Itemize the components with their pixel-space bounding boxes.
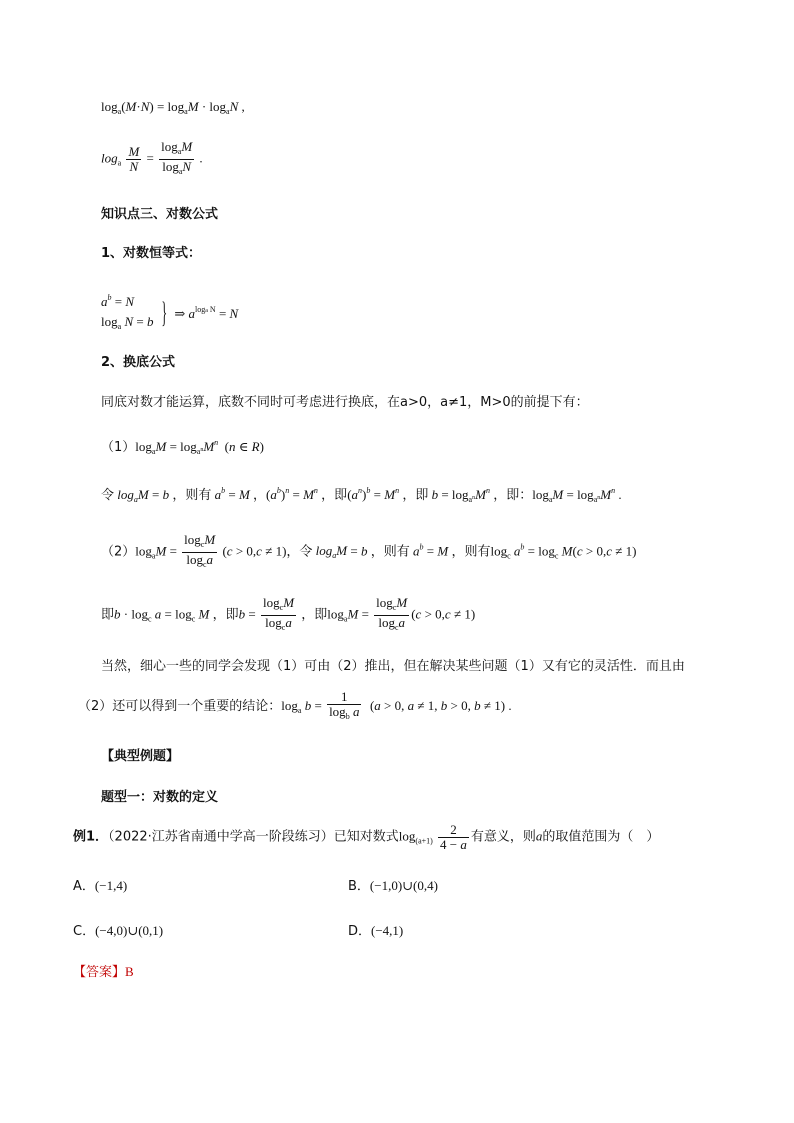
remark-line1: 当然，细心一些的同学会发现（1）可由（2）推出，但在解决某些问题（1）又有它的灵活性．而且由 [101, 659, 685, 674]
item2-conclusion: 即$b \cdot \log_c a = \log_c M$ ，即b = $\frac{\log_cM}{\log_ca}$ ，即$\log_aM$ = $\frac{\log_cM}{\log_ca}$ (c > 0,c ≠ 1) [101, 595, 476, 632]
item2-formula: $(2)\log_aM$ = $\frac{\log_cM}{\log_ca}$ (c > 0,c ≠ 1)，令 $\log_aM = b$ ，则有 $a^b = M$ ，则有$\log_c a^b = \log_c M(c > 0,c \ne 1)$ [101, 532, 637, 569]
item1-derivation: 令 $\log_aM = b$ ，则有 $a^b = M$ ，$(a^b)^n = M^n$ ，即$(a^n)^b = M^n$ ，即 $b = \log_{a^n}M^n$ ，即：$\log_aM = \log_{a^n}M^n$ . [101, 486, 622, 504]
answer-label: 【答案】 [73, 965, 126, 980]
identity-block: $a^b = N$ $\log_a N = b$ } ⇒ $a^{loga N} = N$ [101, 293, 239, 331]
section-title: 知识点三、对数公式 [101, 207, 219, 222]
change-base-heading: 2、换底公式 [101, 355, 176, 370]
formula-product-law: $\log_a(M\cdot N) = \log_aM \cdot \log_aN$ , [101, 99, 245, 116]
formula-quotient-law: $\log_a$ $\frac{M}{N}$ = $\frac{\log_aM}{\log_aN}$ . [101, 139, 203, 176]
option-c: C．(−4,0)∪(0,1) [73, 923, 164, 939]
type1-title: 题型一：对数的定义 [101, 790, 219, 805]
item1-formula: $(1)\log_aM = \log_{a^n}M^n$ (n ∈ R) [101, 438, 264, 456]
answer-value: B [125, 964, 134, 979]
change-base-intro: 同底对数才能运算，底数不同时可考虑进行换底，在a>0，a≠1，M>0的前提下有： [101, 395, 589, 410]
answer [73, 965, 134, 979]
examples-heading: 【典型例题】 [101, 749, 180, 764]
option-d: D．(−4,1) [348, 923, 404, 939]
option-a: A．(−1,4) [73, 878, 128, 894]
example1-question: 例1．（2022·江苏省南通中学高一阶段练习）已知对数式$\log_{(a+1)}$ $\frac{2}{4 - a}$ 有意义，则a的取值范围为（ ） [73, 822, 660, 852]
identity-heading: 1、对数恒等式： [101, 246, 202, 261]
option-b: B．(−1,0)∪(0,4) [348, 878, 438, 894]
remark-line2: （2）还可以得到一个重要的结论：$\log_a b$ = $\frac{1}{\log_b a}$ (a > 0, a ≠ 1, b > 0, b ≠ 1) . [78, 689, 512, 721]
